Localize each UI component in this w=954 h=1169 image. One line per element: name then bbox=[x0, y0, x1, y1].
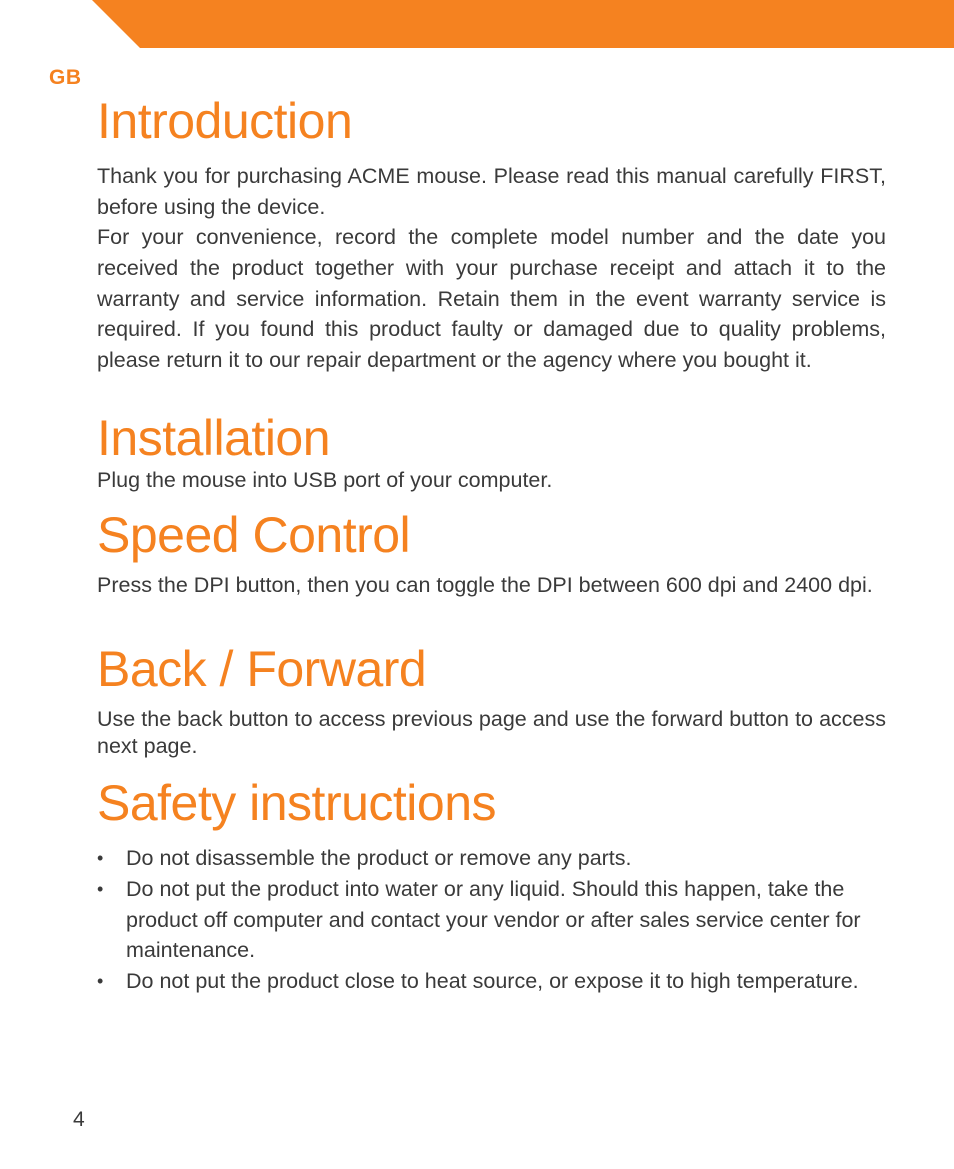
introduction-paragraph-2: For your convenience, record the complete model number and the date you received the product together with your purchase receipt and attach it to the warranty and service information. Retain them in the event warranty service is required. If you found this product faulty or damaged due to quality problems, please return it to our repair department or the agency where you bought it. bbox=[97, 225, 886, 373]
safety-item-text: Do not put the product into water or any liquid. Should this happen, take the product off computer and contact your vendor or after sales service center for maintenance. bbox=[126, 876, 861, 963]
list-item bbox=[97, 874, 871, 966]
installation-text: Plug the mouse into USB port of your computer. bbox=[97, 468, 553, 492]
list-item bbox=[97, 966, 871, 997]
back-forward-heading: Back / Forward bbox=[97, 641, 427, 697]
safety-item-text: Do not put the product close to heat source, or expose it to high temperature. bbox=[126, 969, 859, 994]
bullet-icon: • bbox=[97, 971, 104, 992]
bullet-icon: • bbox=[97, 878, 104, 899]
safety-list bbox=[97, 843, 886, 997]
installation-heading: Installation bbox=[97, 410, 331, 466]
back-forward-text: Use the back button to access previous page and use the forward button to access next page. bbox=[97, 707, 886, 758]
safety-instructions-heading: Safety instructions bbox=[97, 775, 497, 831]
language-code: GB bbox=[49, 66, 82, 89]
list-item bbox=[97, 843, 871, 874]
top-banner bbox=[0, 0, 954, 48]
speed-control-text: Press the DPI button, then you can toggle the DPI between 600 dpi and 2400 dpi. bbox=[97, 573, 873, 597]
page-number: 4 bbox=[73, 1108, 85, 1131]
speed-control-heading: Speed Control bbox=[97, 507, 411, 563]
introduction-paragraph-1: Thank you for purchasing ACME mouse. Please read this manual carefully FIRST, before using the device. bbox=[97, 164, 886, 219]
safety-item-text: Do not disassemble the product or remove any parts. bbox=[126, 846, 632, 870]
introduction-heading: Introduction bbox=[97, 93, 353, 149]
bullet-icon: • bbox=[97, 848, 104, 868]
